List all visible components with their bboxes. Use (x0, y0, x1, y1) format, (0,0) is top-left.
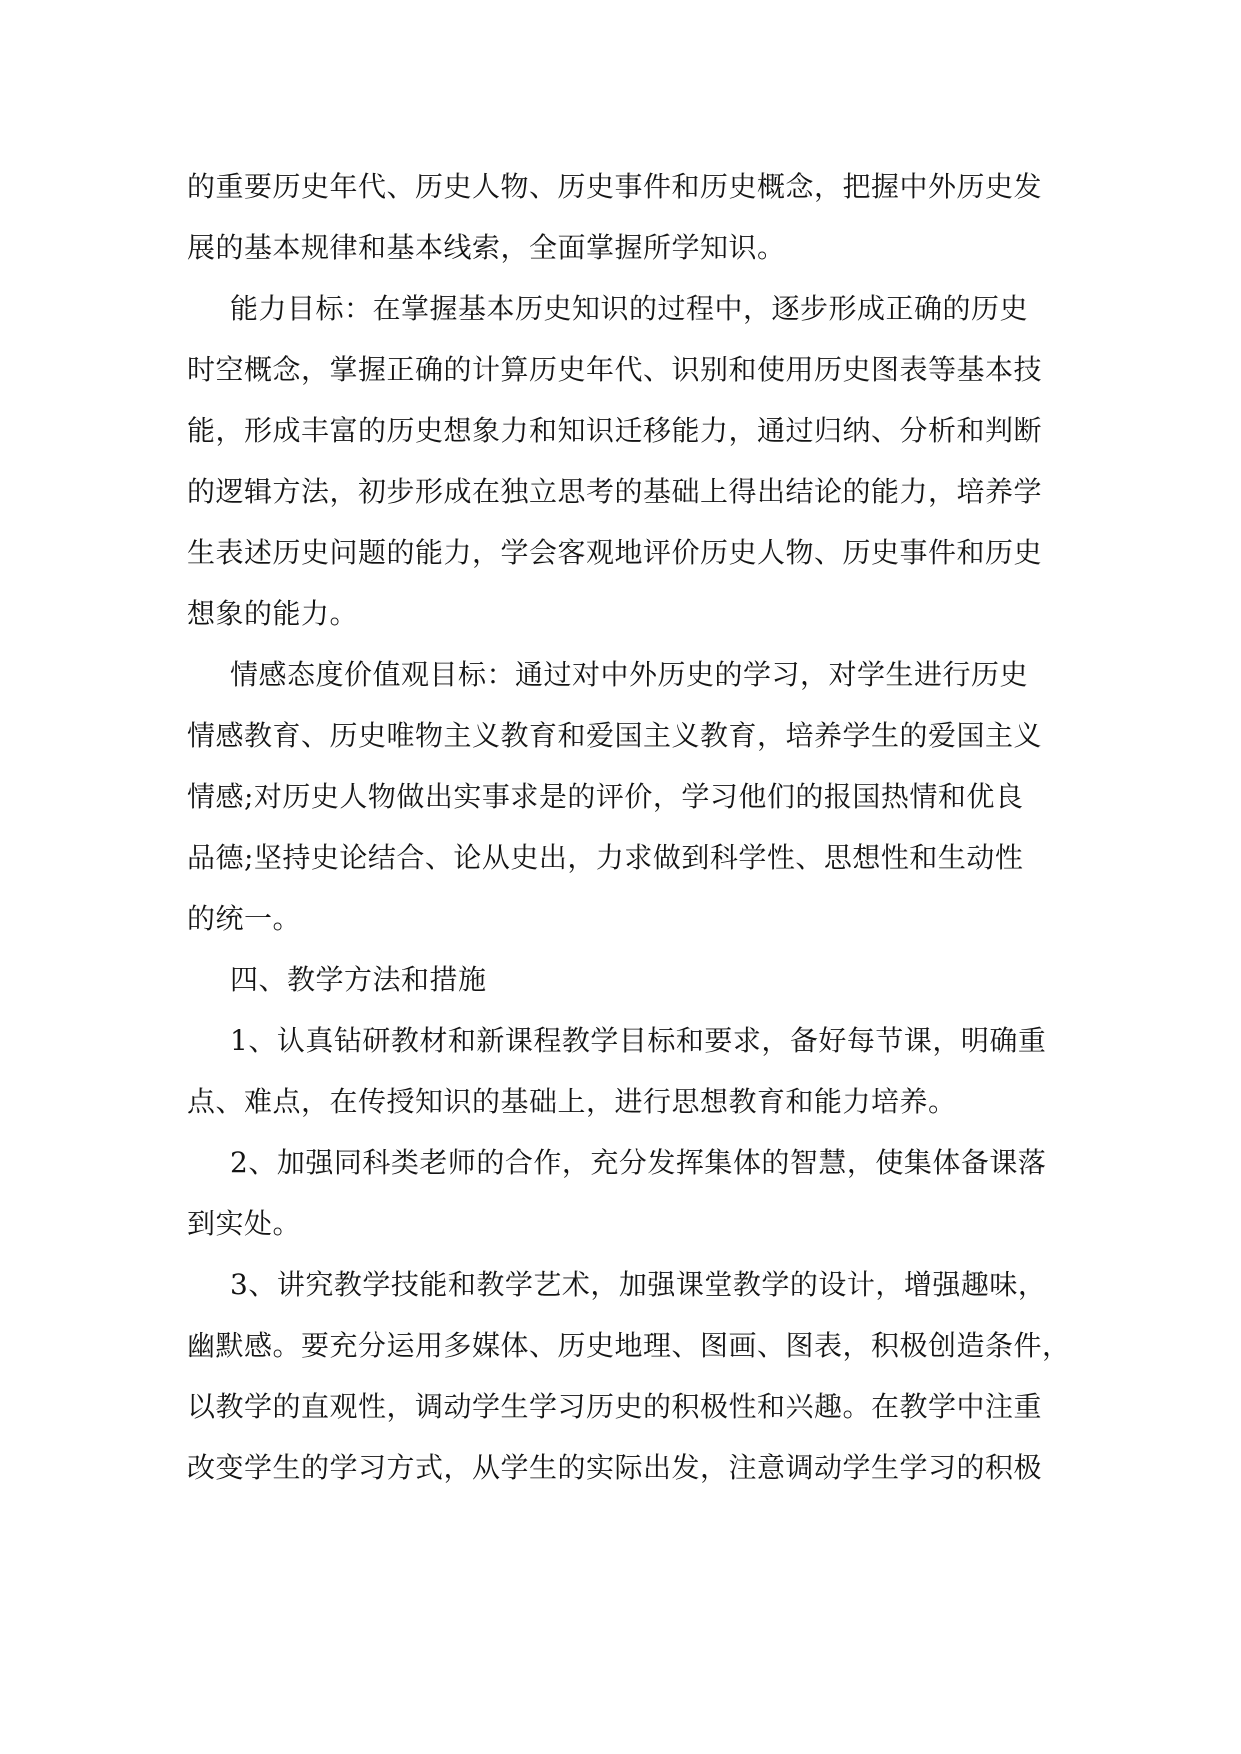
paragraph-line: 时空概念，掌握正确的计算历史年代、识别和使用历史图表等基本技 (187, 353, 1043, 386)
paragraph-line: 1、认真钻研教材和新课程教学目标和要求，备好每节课，明确重 (230, 1024, 1047, 1057)
paragraph-line: 2、加强同科类老师的合作，充分发挥集体的智慧，使集体备课落 (230, 1146, 1047, 1179)
paragraph-line: 展的基本规律和基本线索，全面掌握所学知识。 (187, 231, 786, 264)
paragraph-line: 的重要历史年代、历史人物、历史事件和历史概念，把握中外历史发 (187, 170, 1043, 203)
paragraph-line: 品德;坚持史论结合、论从史出，力求做到科学性、思想性和生动性 (187, 841, 1024, 874)
paragraph-line: 情感;对历史人物做出实事求是的评价，学习他们的报国热情和优良 (187, 780, 1024, 813)
paragraph-line: 的逻辑方法，初步形成在独立思考的基础上得出结论的能力，培养学 (187, 475, 1043, 508)
paragraph-line: 3、讲究教学技能和教学艺术，加强课堂教学的设计，增强趣味， (230, 1268, 1047, 1301)
paragraph-line: 改变学生的学习方式，从学生的实际出发，注意调动学生学习的积极 (187, 1451, 1043, 1484)
paragraph-line: 的统一。 (187, 902, 302, 935)
paragraph-line: 生表述历史问题的能力，学会客观地评价历史人物、历史事件和历史 (187, 536, 1043, 569)
paragraph-line: 点、难点，在传授知识的基础上，进行思想教育和能力培养。 (187, 1085, 957, 1118)
paragraph-line: 情感教育、历史唯物主义教育和爱国主义教育，培养学生的爱国主义 (187, 719, 1043, 752)
paragraph-line: 想象的能力。 (187, 597, 359, 630)
section-heading: 四、教学方法和措施 (230, 963, 487, 996)
paragraph-line: 幽默感。要充分运用多媒体、历史地理、图画、图表，积极创造条件， (187, 1329, 1071, 1362)
paragraph-line: 能力目标：在掌握基本历史知识的过程中，逐步形成正确的历史 (230, 292, 1029, 325)
document-body (187, 156, 1071, 1498)
paragraph-line: 到实处。 (187, 1207, 302, 1240)
paragraph-line: 能，形成丰富的历史想象力和知识迁移能力，通过归纳、分析和判断 (187, 414, 1043, 447)
paragraph-line: 以教学的直观性，调动学生学习历史的积极性和兴趣。在教学中注重 (187, 1390, 1043, 1423)
paragraph-line: 情感态度价值观目标：通过对中外历史的学习，对学生进行历史 (230, 658, 1029, 691)
